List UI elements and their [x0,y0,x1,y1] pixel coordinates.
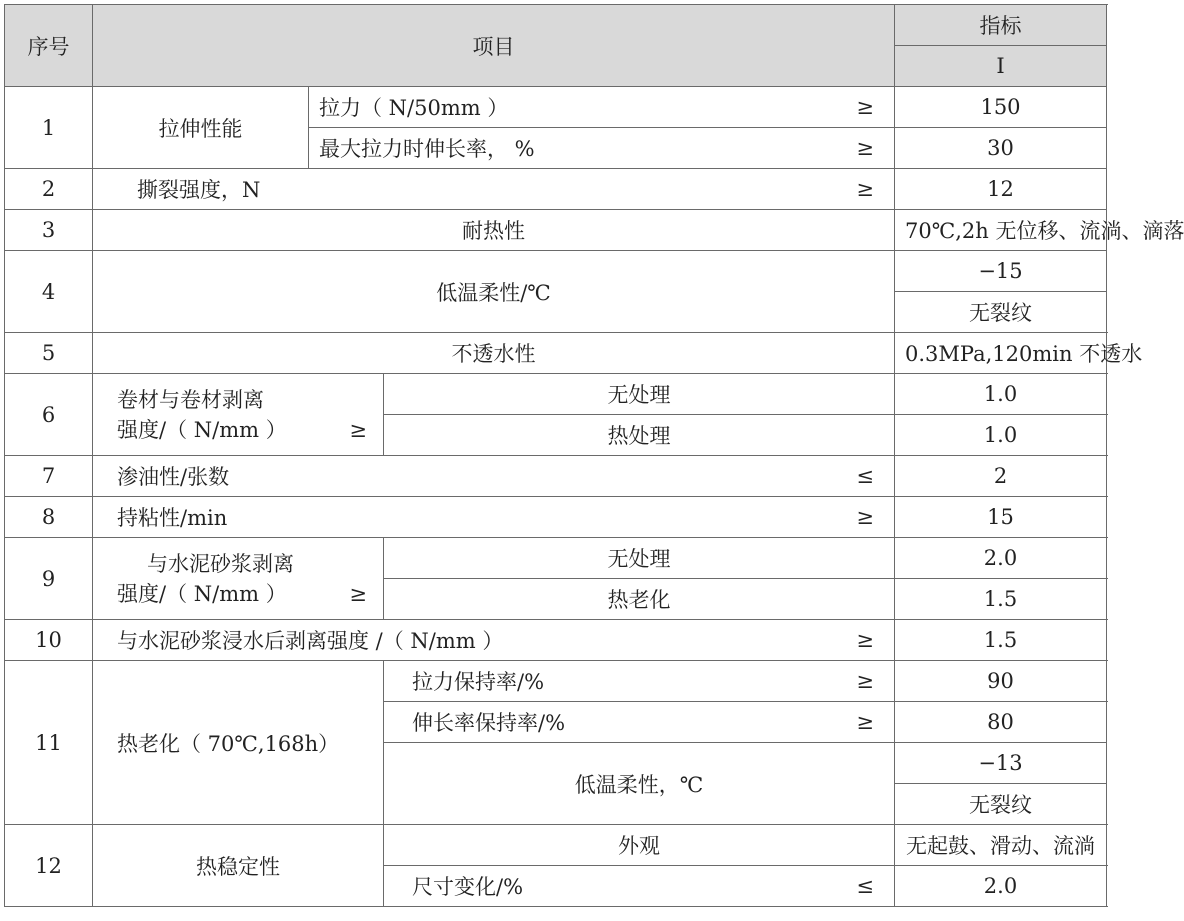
value-merged: 1.5 [895,579,1107,620]
sub-item: 无处理 [384,374,895,415]
row-no: 3 [5,210,93,251]
sub-item [384,661,895,702]
value-merged: 无裂纹 [895,292,1107,333]
row-no: 6 [5,374,93,456]
sub-item [384,866,895,907]
table-row [5,87,1107,128]
ge-symbol: ≥ [349,417,367,442]
value-merged: 无起鼓、滑动、流淌 [895,825,1107,866]
ge-symbol: ≥ [856,95,874,119]
sub-item: 热老化 [384,579,895,620]
header-grade-1: I [895,46,1107,87]
header-item: 项目 [93,5,895,87]
sub-item-label: 伸长率保持率/% [412,711,566,735]
value-grade-1: −13 [895,743,1107,784]
table-row [5,169,1107,210]
table-row [5,497,1107,538]
sub-item-label: 最大拉力时伸长率， % [319,137,535,161]
table-row [5,251,1107,292]
row-item [93,169,895,210]
row-no: 10 [5,620,93,661]
value-merged: 1.5 [895,620,1107,661]
value-merged: 2.0 [895,866,1107,907]
row-no: 9 [5,538,93,620]
spec-table [4,4,1184,907]
row-no: 7 [5,456,93,497]
row-item [93,620,895,661]
ge-symbol: ≥ [856,669,874,693]
row-item-line1: 与水泥砂浆剥离 [147,551,294,576]
ge-symbol: ≥ [856,505,874,529]
row-item [93,497,895,538]
row-item: 耐热性 [93,210,895,251]
value-merged: 2 [895,456,1107,497]
value-grade-1: 12 [895,169,1107,210]
row-item-line2-text: 强度/（ N/mm ） [117,581,287,606]
row-item-line2 [117,415,373,445]
row-item-line1: 卷材与卷材剥离 [117,387,264,412]
sub-item [384,702,895,743]
row-item: 低温柔性/℃ [93,251,895,333]
value-merged: 15 [895,497,1107,538]
value-merged: 1.0 [895,415,1107,456]
row-no: 8 [5,497,93,538]
value-merged: 0.3MPa,120min 不透水 [895,333,1107,374]
table-row [5,620,1107,661]
row-no: 5 [5,333,93,374]
table-row [5,661,1107,702]
sub-item: 无处理 [384,538,895,579]
sub-item-label: 尺寸变化/% [412,875,524,899]
value-merged: 1.0 [895,374,1107,415]
row-item: 热稳定性 [93,825,384,907]
table-row [5,456,1107,497]
ge-symbol: ≥ [856,710,874,734]
row-no: 4 [5,251,93,333]
table-row [5,825,1107,866]
sub-item-label: 拉力保持率/% [412,670,545,694]
row-item-line2-text: 强度/（ N/mm ） [117,417,287,442]
row-item-label: 持粘性/min [117,506,228,530]
sub-item-label: 拉力（ N/50mm ） [319,96,509,120]
row-item-line2 [117,579,373,609]
table-row [5,374,1107,415]
value-merged: 90 [895,661,1107,702]
sub-item [309,128,895,169]
row-no: 1 [5,87,93,169]
ge-symbol: ≥ [856,177,874,201]
value-merged: 无裂纹 [895,784,1107,825]
le-symbol: ≤ [856,464,874,488]
le-symbol: ≤ [856,874,874,898]
row-item-label: 撕裂强度，N [137,178,261,202]
value-merged: 80 [895,702,1107,743]
row-item: 拉伸性能 [93,87,309,169]
value-grade-1: 150 [895,87,1107,128]
row-item-label: 与水泥砂浆浸水后剥离强度 /（ N/mm ） [117,629,504,653]
sub-item: 热处理 [384,415,895,456]
row-no: 12 [5,825,93,907]
value-grade-1: 30 [895,128,1107,169]
table-row [5,538,1107,579]
row-item [93,374,384,456]
row-item: 热老化（ 70℃,168h） [93,661,384,825]
sub-item: 外观 [384,825,895,866]
row-item [93,456,895,497]
table-row [5,210,1107,251]
header-no: 序号 [5,5,93,87]
ge-symbol: ≥ [856,628,874,652]
row-item-label: 渗油性/张数 [117,465,230,489]
ge-symbol: ≥ [349,581,367,606]
value-grade-1: −15 [895,251,1107,292]
row-item [93,538,384,620]
row-no: 11 [5,661,93,825]
table-row [5,333,1107,374]
value-merged: 70℃,2h 无位移、流淌、滴落 [895,210,1107,251]
ge-symbol: ≥ [856,136,874,160]
value-merged: 2.0 [895,538,1107,579]
sub-item: 低温柔性，℃ [384,743,895,825]
row-no: 2 [5,169,93,210]
sub-item [309,87,895,128]
row-item: 不透水性 [93,333,895,374]
header-indicator: 指标 [895,5,1107,46]
